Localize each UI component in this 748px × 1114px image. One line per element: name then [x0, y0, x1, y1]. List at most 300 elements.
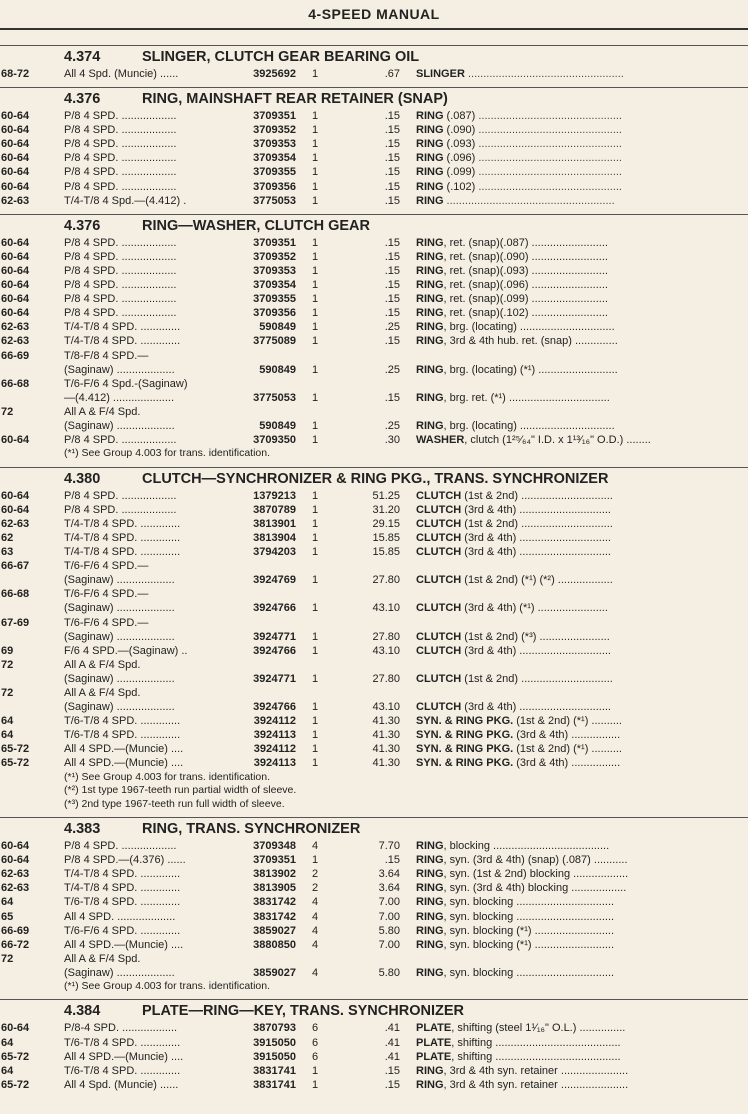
year-range: 60-64 [1, 138, 30, 151]
part-name: RING [416, 293, 444, 306]
part-number: 3924766 [253, 602, 296, 615]
part-row [0, 517, 748, 531]
part-detail: (3rd & 4th) .............................. [461, 503, 611, 516]
part-row [0, 1021, 748, 1035]
price: .30 [384, 434, 400, 447]
part-name: RING [416, 854, 444, 867]
part-number: 3813902 [253, 868, 296, 881]
part-detail: (1st & 2nd) .............................. [461, 517, 613, 530]
part-description [416, 137, 748, 151]
model-application: All 4 SPD. ................... [64, 910, 176, 923]
part-row [0, 391, 748, 405]
part-row [0, 839, 748, 853]
quantity: 1 [312, 715, 319, 728]
quantity: 1 [312, 602, 319, 615]
part-number: 3924766 [253, 701, 296, 714]
price: 5.80 [378, 966, 400, 979]
model-application: T/6-T/8 4 SPD. ............. [64, 1064, 181, 1077]
section-divider [0, 87, 748, 88]
price: 51.25 [372, 489, 400, 502]
year-range: 60-64 [1, 250, 30, 263]
part-row [0, 644, 748, 658]
price: 41.30 [372, 757, 400, 770]
part-number: 3924112 [253, 715, 296, 728]
section-title: RING—WASHER, CLUTCH GEAR [142, 217, 370, 234]
part-number: 3924769 [253, 574, 296, 587]
part-detail: (.090) [443, 124, 476, 137]
part-detail: , 3rd & 4th hub. ret. (snap) .............. [443, 335, 618, 348]
model-application: P/8 4 SPD. .................. [64, 152, 177, 165]
part-detail: , shifting (steel 1¹⁄₁₆" O.L.) ............... [451, 1022, 626, 1035]
price: 15.85 [372, 531, 400, 544]
model-application: T/8-F/8 4 SPD.— [64, 349, 149, 362]
year-range: 60-64 [1, 293, 30, 306]
part-number: 3924112 [253, 743, 296, 756]
part-detail: (.096) [443, 152, 476, 165]
catalog-section [0, 45, 748, 81]
price: .15 [384, 138, 400, 151]
part-number: 3870793 [253, 1022, 296, 1035]
year-range: 62-63 [1, 868, 30, 881]
part-name: RING [416, 938, 444, 951]
model-application: T/4-T/8 4 SPD. ............. [64, 321, 181, 334]
quantity: 1 [312, 531, 319, 544]
part-number: 3794203 [253, 546, 296, 559]
model-application: P/8 4 SPD. .................. [64, 236, 177, 249]
model-application: All A & F/4 Spd. [64, 952, 141, 965]
price: 41.30 [372, 729, 400, 742]
part-name: CLUTCH [416, 701, 462, 714]
footnote: (*¹) See Group 4.003 for trans. identification. [64, 770, 271, 783]
part-description [416, 573, 748, 587]
part-description [416, 151, 748, 165]
part-description [416, 924, 748, 938]
part-detail: , syn. blocking (*¹) .......................... [443, 938, 615, 951]
part-name: RING [416, 279, 444, 292]
part-number: 3775053 [253, 194, 296, 207]
year-range: 66-67 [1, 560, 30, 573]
part-number: 3831741 [253, 1064, 296, 1077]
model-application: All 4 SPD.—(Muncie) .... [64, 1050, 184, 1063]
part-row [0, 489, 748, 503]
year-range: 62-63 [1, 517, 30, 530]
model-application: T/4-T/8 4 SPD. ............. [64, 335, 181, 348]
year-range: 64 [1, 1036, 14, 1049]
model-application: P/8 4 SPD. .................. [64, 489, 177, 502]
part-row [0, 433, 748, 447]
price: .15 [384, 236, 400, 249]
year-range: 66-69 [1, 349, 30, 362]
part-name: RING [416, 124, 444, 137]
year-range: 60-64 [1, 264, 30, 277]
part-number: 3870789 [253, 503, 296, 516]
part-description [416, 867, 748, 881]
part-detail: (3rd & 4th) .............................. [461, 531, 611, 544]
part-number: 3915050 [253, 1050, 296, 1063]
parts-catalog [0, 44, 748, 1098]
part-detail: (1st & 2nd) (*¹) (*²) .................. [461, 574, 613, 587]
part-detail: , syn. blocking ................................ [443, 910, 615, 923]
section-divider [0, 214, 748, 215]
part-detail: , ret. (snap)(.087) ......................... [443, 236, 608, 249]
part-number: 590849 [259, 321, 296, 334]
part-number: 3924771 [253, 672, 296, 685]
quantity: 1 [312, 307, 319, 320]
part-row [0, 573, 748, 587]
quantity: 1 [312, 503, 319, 516]
part-name: RING [416, 896, 444, 909]
model-application: P/8 4 SPD.—(4.376) ...... [64, 854, 186, 867]
quantity: 4 [312, 840, 319, 853]
part-row [0, 895, 748, 909]
model-application: T/4-T/8 4 SPD. ............. [64, 546, 181, 559]
part-detail: , ret. (snap)(.093) ......................... [443, 264, 608, 277]
part-description [416, 756, 748, 770]
section-number: 4.376 [64, 217, 101, 234]
section-heading [0, 1001, 748, 1021]
part-detail: (1st & 2nd) (*³) ....................... [461, 630, 610, 643]
part-description [416, 180, 748, 194]
part-detail: , syn. blocking (*¹) .......................... [443, 924, 615, 937]
part-row [0, 587, 748, 601]
part-name: SYN. & RING PKG. [416, 729, 514, 742]
part-number: 3813905 [253, 882, 296, 895]
price: .25 [384, 419, 400, 432]
part-row [0, 419, 748, 433]
part-detail: (.093) [443, 138, 476, 151]
part-description [416, 123, 748, 137]
section-title: SLINGER, CLUTCH GEAR BEARING OIL [142, 49, 420, 65]
part-detail: , 3rd & 4th syn. retainer ...................... [443, 1064, 629, 1077]
part-detail: (3rd & 4th) ................ [513, 729, 621, 742]
year-range: 67-69 [1, 616, 30, 629]
part-name: RING [416, 868, 444, 881]
year-range: 68-72 [1, 68, 30, 80]
part-detail: (1st & 2nd) (*¹) .......... [513, 743, 622, 756]
price: 3.64 [378, 868, 400, 881]
model-application: T/4-T/8 4 Spd.—(4.412) . [64, 194, 187, 207]
part-number: 3709356 [253, 307, 296, 320]
part-number: 3813904 [253, 531, 296, 544]
year-range: 72 [1, 952, 14, 965]
section-title: RING, MAINSHAFT REAR RETAINER (SNAP) [142, 91, 448, 108]
part-number: 590849 [259, 419, 296, 432]
part-description [416, 1064, 748, 1078]
part-name: RING [416, 264, 444, 277]
part-row [0, 349, 748, 363]
part-description [416, 1078, 748, 1092]
part-description [416, 1050, 748, 1064]
part-name: RING [416, 840, 444, 853]
part-name: RING [416, 236, 444, 249]
year-range: 60-64 [1, 152, 30, 165]
model-application: (Saginaw) ................... [64, 966, 175, 979]
part-description [416, 306, 748, 320]
section-number: 4.384 [64, 1003, 101, 1020]
part-number: 3924113 [253, 757, 296, 770]
price: .25 [384, 321, 400, 334]
part-name: CLUTCH [416, 517, 462, 530]
year-range: 65-72 [1, 743, 30, 756]
year-range: 60-64 [1, 840, 30, 853]
part-description [416, 672, 748, 686]
leader-dots: ................................................... [464, 68, 624, 80]
model-application: T/6-T/8 4 SPD. ............. [64, 1036, 181, 1049]
model-application: All 4 SPD.—(Muncie) .... [64, 938, 184, 951]
part-name: RING [416, 391, 444, 404]
header-divider [0, 28, 748, 30]
year-range: 64 [1, 1064, 14, 1077]
model-application: T/4-T/8 4 SPD. ............. [64, 868, 181, 881]
price: .15 [384, 1064, 400, 1077]
quantity: 1 [312, 279, 319, 292]
price: .15 [384, 124, 400, 137]
year-range: 64 [1, 729, 14, 742]
price: 27.80 [372, 672, 400, 685]
part-name: WASHER [416, 434, 465, 447]
section-number: 4.376 [64, 91, 101, 108]
section-number: 4.374 [64, 49, 101, 65]
part-description [416, 700, 748, 714]
part-detail: (.087) [443, 110, 476, 123]
footnote: (*¹) See Group 4.003 for trans. identification. [64, 447, 271, 460]
part-number: 3709352 [253, 250, 296, 263]
quantity: 4 [312, 938, 319, 951]
model-application: (Saginaw) ................... [64, 701, 175, 714]
price: 41.30 [372, 715, 400, 728]
part-name: RING [416, 966, 444, 979]
price: .15 [384, 307, 400, 320]
year-range: 60-64 [1, 503, 30, 516]
part-detail: , ret. (snap)(.099) ......................... [443, 293, 608, 306]
part-number: 3709352 [253, 124, 296, 137]
part-description [416, 966, 748, 980]
part-description [416, 938, 748, 952]
model-application: (Saginaw) ................... [64, 672, 175, 685]
model-application: (Saginaw) ................... [64, 602, 175, 615]
year-range: 72 [1, 405, 14, 418]
year-range: 60-64 [1, 279, 30, 292]
year-range: 72 [1, 658, 14, 671]
price: 43.10 [372, 701, 400, 714]
part-name: SYN. & RING PKG. [416, 743, 514, 756]
part-name: PLATE [416, 1022, 452, 1035]
part-detail: , syn. blocking ................................ [443, 896, 615, 909]
year-range: 62-63 [1, 335, 30, 348]
year-range: 62 [1, 531, 14, 544]
leader-dots: ............................................... [475, 138, 622, 151]
model-application: P/8 4 SPD. .................. [64, 110, 177, 123]
quantity: 1 [312, 672, 319, 685]
part-name: CLUTCH [416, 602, 462, 615]
part-detail: , syn. blocking ................................ [443, 966, 615, 979]
part-name: PLATE [416, 1036, 452, 1049]
model-application: T/4-T/8 4 SPD. ............. [64, 531, 181, 544]
part-description [416, 292, 748, 306]
section-heading [0, 89, 748, 109]
quantity: 1 [312, 264, 319, 277]
quantity: 2 [312, 868, 319, 881]
price: 3.64 [378, 882, 400, 895]
leader-dots: ............................................... [475, 152, 622, 165]
part-description [416, 278, 748, 292]
part-row [0, 658, 748, 672]
model-application: P/8 4 SPD. .................. [64, 293, 177, 306]
part-name: RING [416, 1064, 444, 1077]
quantity: 4 [312, 966, 319, 979]
quantity: 1 [312, 293, 319, 306]
leader-dots: ............................................... [475, 110, 622, 123]
quantity: 1 [312, 1078, 319, 1091]
part-description [416, 391, 748, 405]
quantity: 1 [312, 180, 319, 193]
part-number: 3709353 [253, 264, 296, 277]
part-name: CLUTCH [416, 546, 462, 559]
part-row [0, 405, 748, 419]
part-row [0, 278, 748, 292]
year-range: 60-64 [1, 489, 30, 502]
price: .15 [384, 180, 400, 193]
quantity: 1 [312, 1064, 319, 1077]
year-range: 66-68 [1, 377, 30, 390]
year-range: 69 [1, 644, 14, 657]
price: .25 [384, 363, 400, 376]
part-name: CLUTCH [416, 630, 462, 643]
year-range: 60-64 [1, 434, 30, 447]
part-number: 3709354 [253, 152, 296, 165]
page-title: 4-SPEED MANUAL [308, 6, 440, 22]
price: .15 [384, 250, 400, 263]
quantity: 1 [312, 743, 319, 756]
part-detail: , 3rd & 4th syn. retainer ...................... [443, 1078, 629, 1091]
catalog-section [0, 87, 748, 208]
part-description [416, 194, 748, 208]
leader-dots: ............................................... [475, 124, 622, 137]
quantity: 1 [312, 363, 319, 376]
part-number: 3859027 [253, 924, 296, 937]
part-detail: , shifting ......................................... [451, 1036, 621, 1049]
part-number: 3924113 [253, 729, 296, 742]
part-number: 3709351 [253, 236, 296, 249]
model-application: T/4-T/8 4 SPD. ............. [64, 882, 181, 895]
part-row [0, 264, 748, 278]
part-row [0, 601, 748, 615]
footnote: (*³) 2nd type 1967-teeth run full width of sleeve. [64, 797, 285, 810]
part-detail: (.099) [443, 166, 476, 179]
price: .41 [384, 1022, 400, 1035]
part-row [0, 910, 748, 924]
part-number: 3859027 [253, 966, 296, 979]
part-name: CLUTCH [416, 531, 462, 544]
part-number: 3709351 [253, 110, 296, 123]
quantity: 1 [312, 236, 319, 249]
year-range: 66-72 [1, 938, 30, 951]
year-range: 65-72 [1, 1078, 30, 1091]
part-number: 3880850 [253, 938, 296, 951]
price: 43.10 [372, 644, 400, 657]
part-number: 3709353 [253, 138, 296, 151]
part-detail: (3rd & 4th) .............................. [461, 546, 611, 559]
model-application: (Saginaw) ................... [64, 363, 175, 376]
part-number: 3709348 [253, 840, 296, 853]
section-title: RING, TRANS. SYNCHRONIZER [142, 821, 361, 838]
model-application: P/8 4 SPD. .................. [64, 180, 177, 193]
price: 29.15 [372, 517, 400, 530]
part-number: 3709356 [253, 180, 296, 193]
price: .15 [384, 335, 400, 348]
part-name: SYN. & RING PKG. [416, 715, 514, 728]
part-row [0, 165, 748, 179]
quantity: 1 [312, 434, 319, 447]
price: 15.85 [372, 546, 400, 559]
part-row [0, 1064, 748, 1078]
price: .15 [384, 391, 400, 404]
part-row [0, 531, 748, 545]
price: .41 [384, 1050, 400, 1063]
part-description [416, 545, 748, 559]
section-divider [0, 817, 748, 818]
quantity: 1 [312, 152, 319, 165]
part-number: 3813901 [253, 517, 296, 530]
price: 7.00 [378, 938, 400, 951]
price: .15 [384, 194, 400, 207]
part-description [416, 109, 748, 123]
part-name: RING [416, 363, 444, 376]
price: .15 [384, 279, 400, 292]
part-row [0, 881, 748, 895]
price: .15 [384, 152, 400, 165]
part-detail: (3rd & 4th) .............................. [461, 644, 611, 657]
model-application: P/8-4 SPD. .................. [64, 1022, 178, 1035]
quantity: 1 [312, 644, 319, 657]
year-range: 66-69 [1, 924, 30, 937]
part-detail: , brg. ret. (*¹) ................................. [443, 391, 610, 404]
price: .41 [384, 1036, 400, 1049]
part-description [416, 601, 748, 615]
part-row [0, 559, 748, 573]
model-application: (Saginaw) ................... [64, 419, 175, 432]
part-detail: , brg. (locating) ............................... [443, 321, 615, 334]
part-name: RING [416, 882, 444, 895]
price: .15 [384, 166, 400, 179]
part-name: CLUTCH [416, 489, 462, 502]
part-description [416, 165, 748, 179]
footnote: (*²) 1st type 1967-teeth run partial width of sleeve. [64, 784, 297, 797]
part-detail: , brg. (locating) (*¹) .......................... [443, 363, 618, 376]
section-heading [0, 819, 748, 839]
quantity: 1 [312, 124, 319, 137]
quantity: 1 [312, 729, 319, 742]
part-number: 3775053 [253, 391, 296, 404]
footnote: (*¹) See Group 4.003 for trans. identification. [64, 979, 271, 992]
year-range: 60-64 [1, 124, 30, 137]
part-row [0, 334, 748, 348]
part-name: RING [416, 321, 444, 334]
quantity: 1 [312, 391, 319, 404]
part-description [416, 853, 748, 867]
model-application: All 4 SPD.—(Muncie) .... [64, 743, 184, 756]
part-row [0, 756, 748, 770]
part-row [0, 742, 748, 756]
price: 7.70 [378, 840, 400, 853]
part-name: RING [416, 194, 444, 207]
model-application: All A & F/4 Spd. [64, 658, 141, 671]
part-name: RING [416, 924, 444, 937]
part-name: RING [416, 110, 444, 123]
part-detail: (1st & 2nd) .............................. [461, 672, 613, 685]
quantity: 6 [312, 1022, 319, 1035]
model-application: T/4-T/8 4 SPD. ............. [64, 517, 181, 530]
